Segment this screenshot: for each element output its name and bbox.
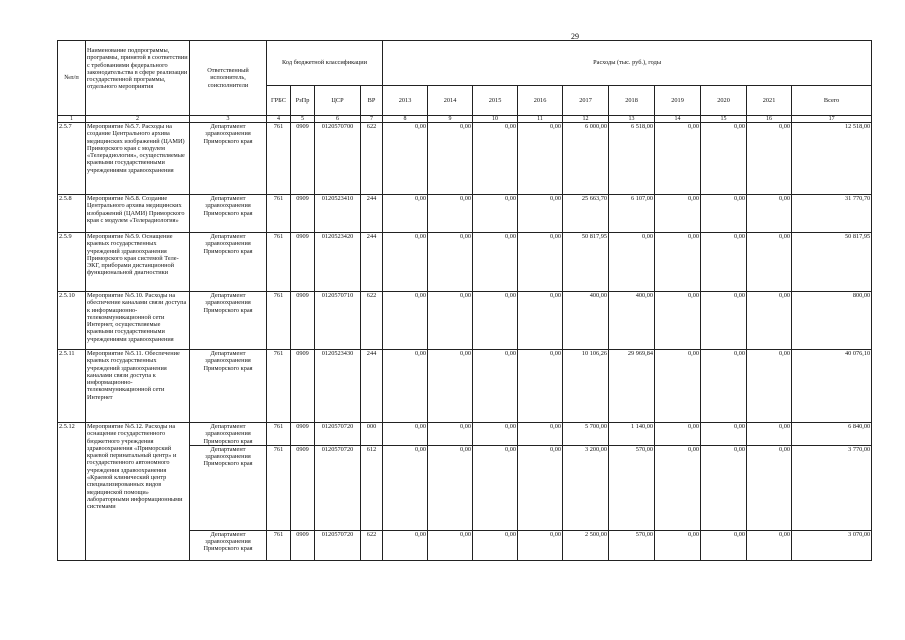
column-index-cell: 5: [291, 116, 315, 123]
year-value-cell: 0,00: [655, 350, 701, 423]
year-value-cell: 0,00: [701, 195, 747, 233]
vr-cell: 622: [361, 530, 383, 560]
executor-cell: Департамент здравоохранения Приморского края: [190, 195, 267, 233]
total-cell: 50 817,95: [792, 233, 872, 292]
year-value-cell: 0,00: [747, 195, 792, 233]
executor-cell: Департамент здравоохранения Приморского края: [190, 123, 267, 195]
header-year: 2014: [428, 86, 473, 116]
rzpr-cell: 0909: [291, 350, 315, 423]
year-value-cell: 0,00: [428, 350, 473, 423]
csr-cell: 0120570700: [315, 123, 361, 195]
year-value-cell: 0,00: [428, 445, 473, 530]
executor-cell: Департамент здравоохранения Приморского края: [190, 233, 267, 292]
rzpr-cell: 0909: [291, 123, 315, 195]
year-value-cell: 1 140,00: [609, 423, 655, 446]
header-code-group: Код бюджетной классификации: [267, 41, 383, 86]
column-index-cell: 1: [58, 116, 86, 123]
year-value-cell: 6 000,00: [563, 123, 609, 195]
year-value-cell: 50 817,95: [563, 233, 609, 292]
row-number-cell: 2.5.10: [58, 292, 86, 350]
year-value-cell: 0,00: [473, 423, 518, 446]
row-name-cell: Мероприятие №5.10. Расходы на обеспечение каналами связи доступа к информационно-телекоммуникационной сети Интернет, осуществляемые краевыми государственными учреждениями здравоохранения: [86, 292, 190, 350]
year-value-cell: 0,00: [747, 292, 792, 350]
year-value-cell: 0,00: [701, 423, 747, 446]
rzpr-cell: 0909: [291, 530, 315, 560]
year-value-cell: 6 107,00: [609, 195, 655, 233]
page-number: 29: [571, 32, 579, 41]
header-name: Наименование подпрограммы, программы, принятой в соответствии с требованиями федерального законодательства в сфере реализации государственной программы, отдельного мероприятия: [86, 41, 190, 116]
year-value-cell: 6 518,00: [609, 123, 655, 195]
column-index-cell: 14: [655, 116, 701, 123]
executor-cell: Департамент здравоохранения Приморского края: [190, 423, 267, 446]
rzpr-cell: 0909: [291, 292, 315, 350]
vr-cell: 000: [361, 423, 383, 446]
year-value-cell: 25 663,70: [563, 195, 609, 233]
budget-table: [57, 40, 872, 561]
year-value-cell: 0,00: [655, 233, 701, 292]
vr-cell: 244: [361, 233, 383, 292]
csr-cell: 0120523430: [315, 350, 361, 423]
total-cell: 40 076,10: [792, 350, 872, 423]
header-year: 2019: [655, 86, 701, 116]
year-value-cell: 0,00: [428, 292, 473, 350]
row-number-cell: 2.5.9: [58, 233, 86, 292]
csr-cell: 0120570710: [315, 292, 361, 350]
csr-cell: 0120570720: [315, 530, 361, 560]
header-year: 2013: [383, 86, 428, 116]
header-rzpr: РзПр: [291, 86, 315, 116]
column-index-cell: 11: [518, 116, 563, 123]
year-value-cell: 0,00: [655, 123, 701, 195]
csr-cell: 0120570720: [315, 423, 361, 446]
header-grbs: ГРБС: [267, 86, 291, 116]
column-index-cell: 17: [792, 116, 872, 123]
row-name-cell: Мероприятие №5.8. Создание Центрального архива медицинских изображений (ЦАМИ) Приморского края с модулем «Телерадиология»: [86, 195, 190, 233]
column-index-cell: 7: [361, 116, 383, 123]
table-row: [58, 423, 872, 446]
year-value-cell: 0,00: [383, 233, 428, 292]
year-value-cell: 0,00: [701, 530, 747, 560]
year-value-cell: 0,00: [701, 292, 747, 350]
header-expense-group: Расходы (тыс. руб.), годы: [383, 41, 872, 86]
year-value-cell: 0,00: [747, 350, 792, 423]
executor-cell: Департамент здравоохранения Приморского края: [190, 445, 267, 530]
column-index-cell: 2: [86, 116, 190, 123]
header-vr: ВР: [361, 86, 383, 116]
year-value-cell: 0,00: [383, 292, 428, 350]
grbs-cell: 761: [267, 350, 291, 423]
year-value-cell: 10 106,26: [563, 350, 609, 423]
year-value-cell: 400,00: [563, 292, 609, 350]
total-cell: 3 070,00: [792, 530, 872, 560]
year-value-cell: 0,00: [747, 423, 792, 446]
year-value-cell: 0,00: [473, 445, 518, 530]
row-number-cell: 2.5.8: [58, 195, 86, 233]
row-name-cell: Мероприятие №5.12. Расходы на оснащение государственного бюджетного учреждения здравоохранения «Приморский краевой перинатальный центр» и государственного автономного учреждения здравоохранения «Краевой клинический центр специализированных видов медицинской помощи» лабораторными информационными системами: [86, 423, 190, 561]
vr-cell: 612: [361, 445, 383, 530]
column-index-cell: 16: [747, 116, 792, 123]
year-value-cell: 0,00: [518, 530, 563, 560]
total-cell: 6 840,00: [792, 423, 872, 446]
total-cell: 800,00: [792, 292, 872, 350]
year-value-cell: 0,00: [383, 195, 428, 233]
year-value-cell: 0,00: [518, 445, 563, 530]
year-value-cell: 5 700,00: [563, 423, 609, 446]
column-index-cell: 9: [428, 116, 473, 123]
year-value-cell: 0,00: [747, 123, 792, 195]
row-number-cell: 2.5.12: [58, 423, 86, 561]
column-index-cell: 13: [609, 116, 655, 123]
grbs-cell: 761: [267, 445, 291, 530]
column-index-cell: 12: [563, 116, 609, 123]
header-executor: Ответственный исполнитель, соисполнители: [190, 41, 267, 116]
year-value-cell: 0,00: [383, 350, 428, 423]
year-value-cell: 0,00: [383, 530, 428, 560]
header-num: №п/п: [58, 41, 86, 116]
header-year: 2021: [747, 86, 792, 116]
column-index-cell: 4: [267, 116, 291, 123]
executor-cell: Департамент здравоохранения Приморского края: [190, 292, 267, 350]
year-value-cell: 0,00: [518, 423, 563, 446]
vr-cell: 244: [361, 195, 383, 233]
column-index-row: [58, 116, 872, 123]
year-value-cell: 0,00: [518, 195, 563, 233]
row-name-cell: Мероприятие №5.11. Обеспечение краевых государственных учреждений здравоохранения каналами связи доступа к информационно-телекоммуникационной сети Интернет: [86, 350, 190, 423]
year-value-cell: 0,00: [701, 445, 747, 530]
vr-cell: 622: [361, 292, 383, 350]
year-value-cell: 570,00: [609, 530, 655, 560]
header-csr: ЦСР: [315, 86, 361, 116]
year-value-cell: 0,00: [747, 530, 792, 560]
year-value-cell: 0,00: [473, 123, 518, 195]
year-value-cell: 2 500,00: [563, 530, 609, 560]
year-value-cell: 0,00: [473, 292, 518, 350]
year-value-cell: 0,00: [655, 530, 701, 560]
year-value-cell: 0,00: [609, 233, 655, 292]
year-value-cell: 400,00: [609, 292, 655, 350]
year-value-cell: 0,00: [428, 123, 473, 195]
year-value-cell: 0,00: [383, 423, 428, 446]
row-name-cell: Мероприятие №5.9. Оснащение краевых государственных учреждений здравоохранения Приморского края системой Теле-ЭКГ, приборами дистанционной функциональной диагностики: [86, 233, 190, 292]
column-index-cell: 3: [190, 116, 267, 123]
year-value-cell: 3 200,00: [563, 445, 609, 530]
year-value-cell: 0,00: [701, 233, 747, 292]
year-value-cell: 0,00: [473, 530, 518, 560]
year-value-cell: 0,00: [655, 445, 701, 530]
row-number-cell: 2.5.11: [58, 350, 86, 423]
csr-cell: 0120523420: [315, 233, 361, 292]
csr-cell: 0120570720: [315, 445, 361, 530]
grbs-cell: 761: [267, 292, 291, 350]
column-index-cell: 15: [701, 116, 747, 123]
header-year: 2020: [701, 86, 747, 116]
year-value-cell: 29 969,84: [609, 350, 655, 423]
year-value-cell: 0,00: [518, 350, 563, 423]
header-year: 2016: [518, 86, 563, 116]
csr-cell: 0120523410: [315, 195, 361, 233]
year-value-cell: 0,00: [428, 233, 473, 292]
header-year: 2015: [473, 86, 518, 116]
year-value-cell: 0,00: [747, 233, 792, 292]
rzpr-cell: 0909: [291, 233, 315, 292]
total-cell: 3 770,00: [792, 445, 872, 530]
column-index-cell: 6: [315, 116, 361, 123]
column-index-cell: 8: [383, 116, 428, 123]
year-value-cell: 0,00: [383, 445, 428, 530]
rzpr-cell: 0909: [291, 445, 315, 530]
year-value-cell: 0,00: [383, 123, 428, 195]
year-value-cell: 0,00: [701, 123, 747, 195]
executor-cell: Департамент здравоохранения Приморского края: [190, 350, 267, 423]
year-value-cell: 0,00: [655, 292, 701, 350]
total-cell: 12 518,00: [792, 123, 872, 195]
vr-cell: 622: [361, 123, 383, 195]
year-value-cell: 0,00: [747, 445, 792, 530]
vr-cell: 244: [361, 350, 383, 423]
table-row: [58, 233, 872, 292]
year-value-cell: 0,00: [518, 292, 563, 350]
year-value-cell: 0,00: [701, 350, 747, 423]
year-value-cell: 0,00: [428, 423, 473, 446]
grbs-cell: 761: [267, 123, 291, 195]
column-index-cell: 10: [473, 116, 518, 123]
executor-cell: Департамент здравоохранения Приморского края: [190, 530, 267, 560]
year-value-cell: 0,00: [655, 195, 701, 233]
year-value-cell: 0,00: [473, 233, 518, 292]
header-total: Всего: [792, 86, 872, 116]
year-value-cell: 0,00: [518, 123, 563, 195]
table-row: [58, 292, 872, 350]
year-value-cell: 0,00: [655, 423, 701, 446]
rzpr-cell: 0909: [291, 423, 315, 446]
grbs-cell: 761: [267, 195, 291, 233]
grbs-cell: 761: [267, 423, 291, 446]
year-value-cell: 570,00: [609, 445, 655, 530]
year-value-cell: 0,00: [428, 530, 473, 560]
row-number-cell: 2.5.7: [58, 123, 86, 195]
grbs-cell: 761: [267, 530, 291, 560]
header-year: 2018: [609, 86, 655, 116]
table-row: [58, 123, 872, 195]
table-row: [58, 195, 872, 233]
year-value-cell: 0,00: [473, 350, 518, 423]
grbs-cell: 761: [267, 233, 291, 292]
rzpr-cell: 0909: [291, 195, 315, 233]
table-row: [58, 350, 872, 423]
year-value-cell: 0,00: [518, 233, 563, 292]
year-value-cell: 0,00: [473, 195, 518, 233]
row-name-cell: Мероприятие №5.7. Расходы на создание Центрального архива медицинских изображений (ЦАМИ) Приморского края с модулем «Телерадиология», осуществляемые краевыми государственными учреждениями здравоохранения: [86, 123, 190, 195]
year-value-cell: 0,00: [428, 195, 473, 233]
total-cell: 31 770,70: [792, 195, 872, 233]
header-year: 2017: [563, 86, 609, 116]
